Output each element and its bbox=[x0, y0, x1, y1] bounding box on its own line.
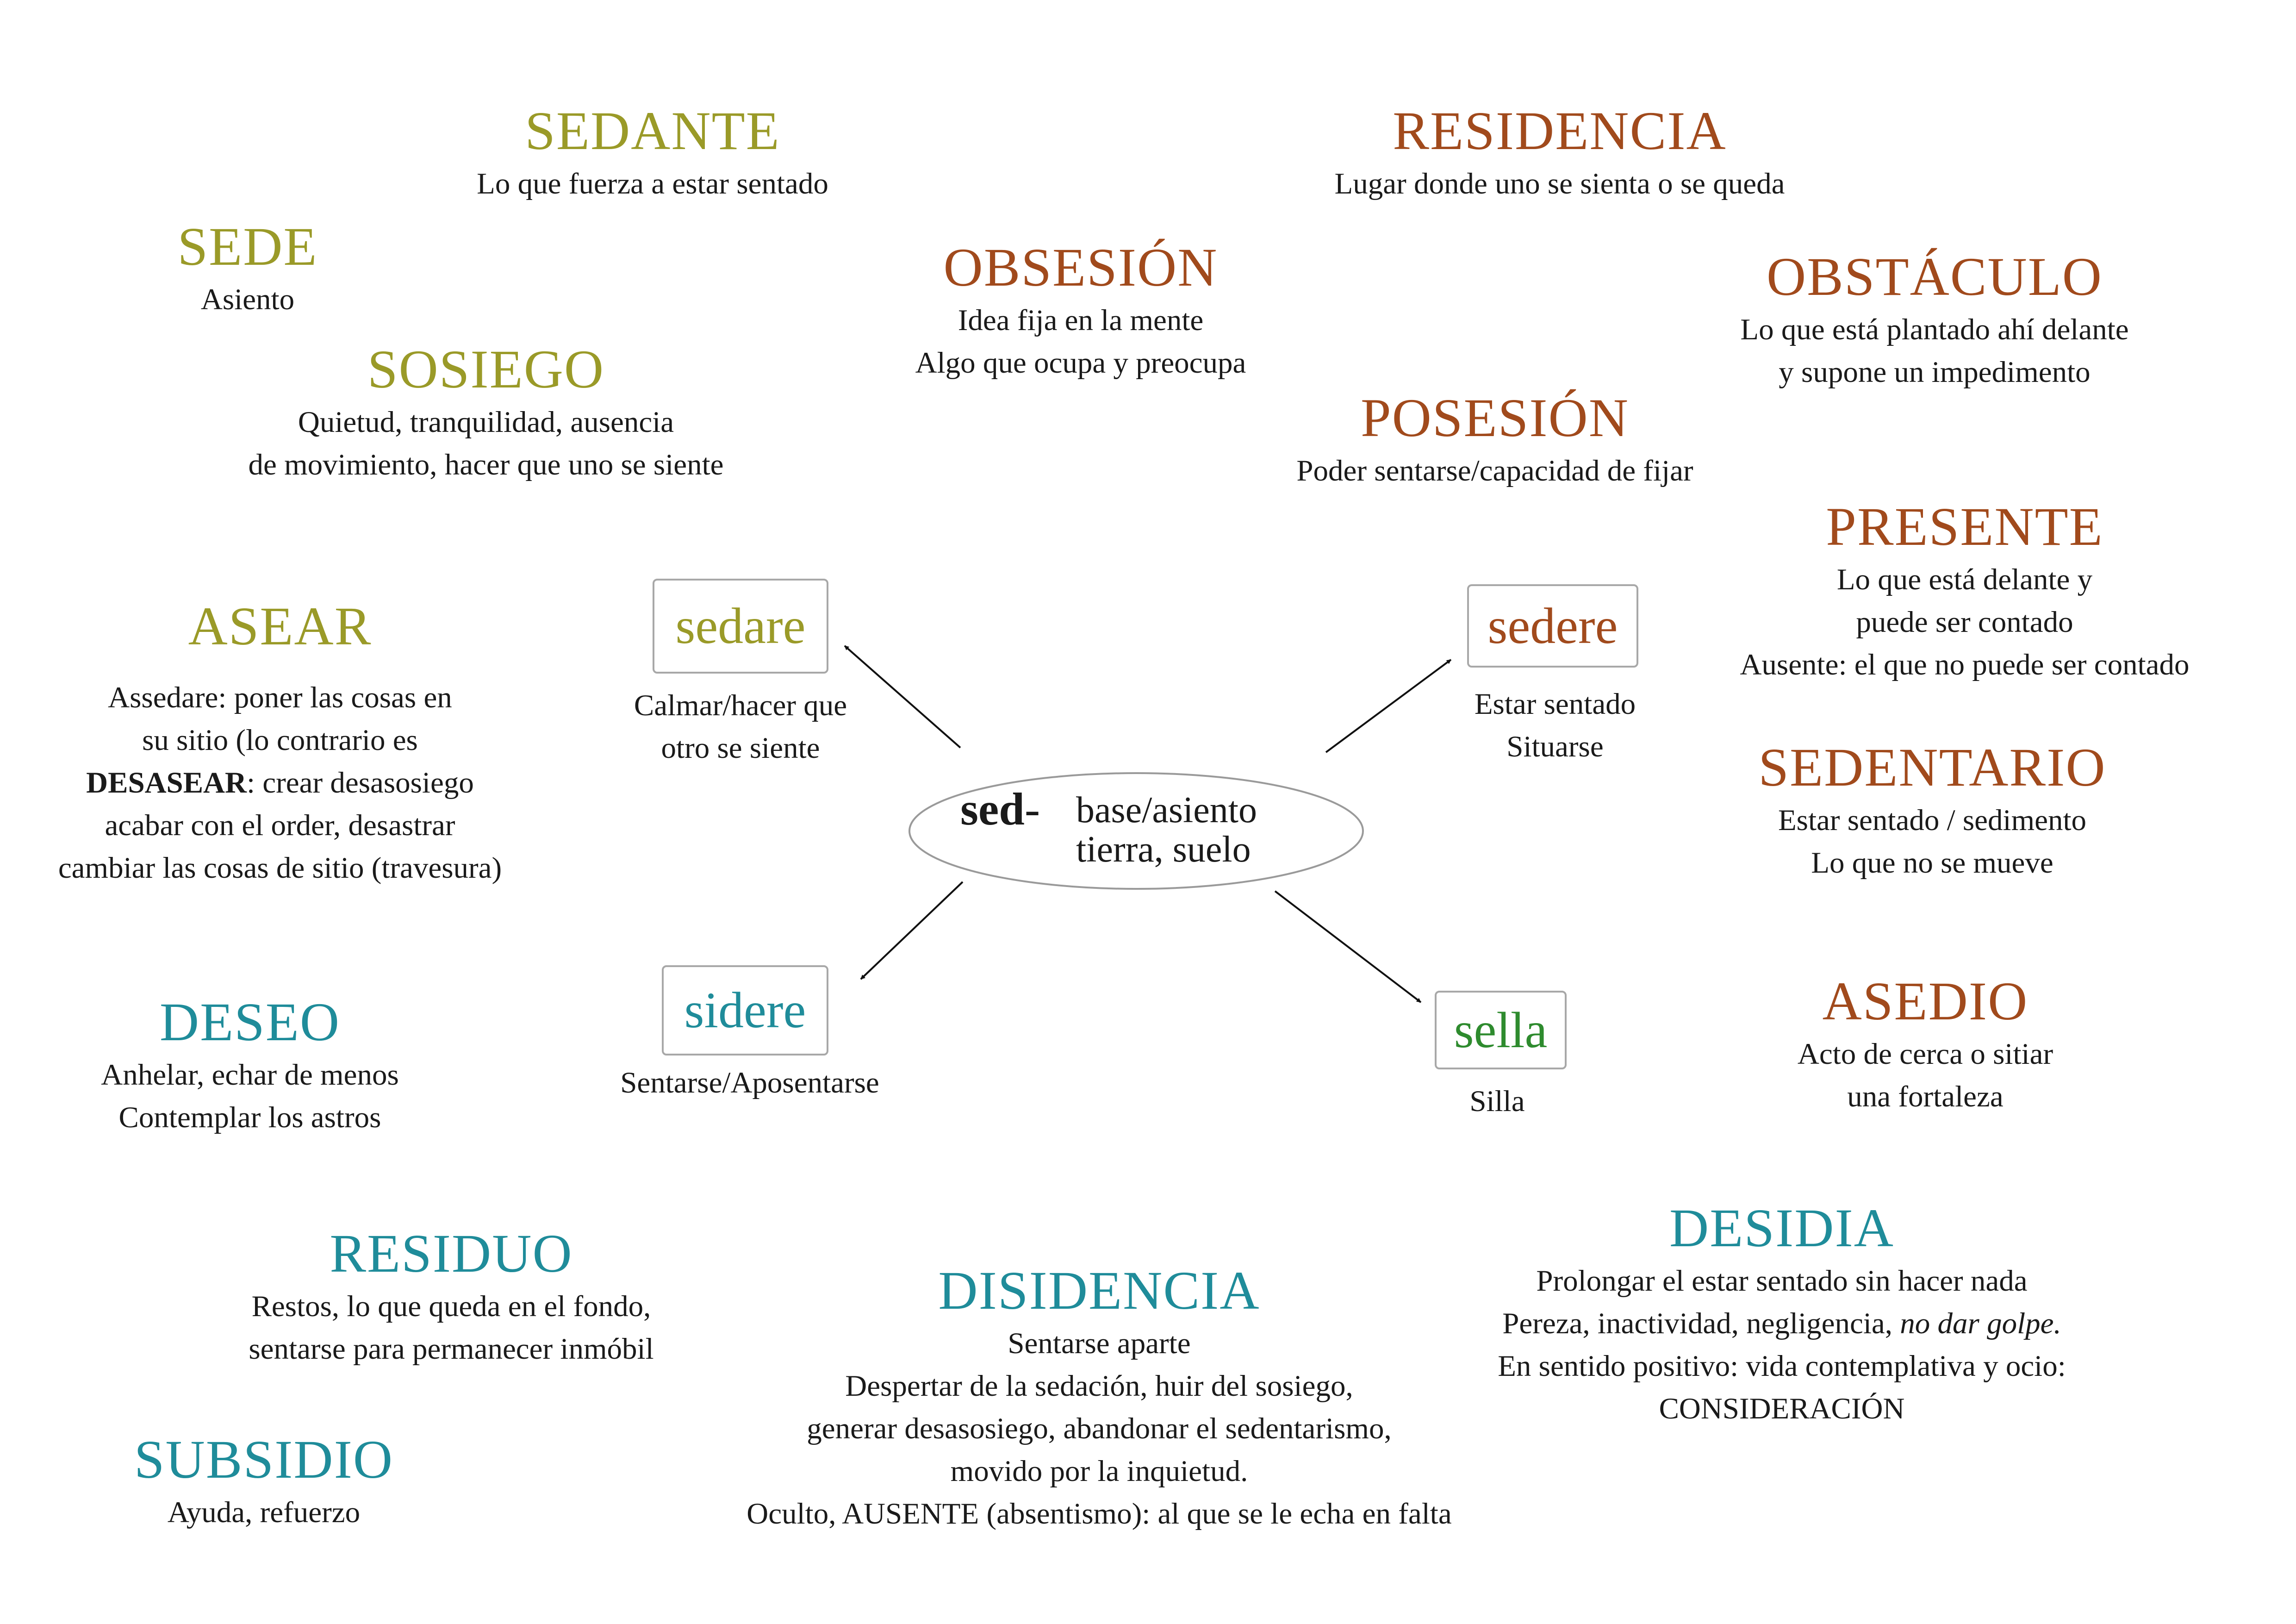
term-title: OBSESIÓN bbox=[943, 237, 1218, 298]
arrow-to-sedare bbox=[845, 646, 960, 748]
term-desc-line: CONSIDERACIÓN bbox=[1659, 1392, 1905, 1425]
term-title: DISIDENCIA bbox=[938, 1260, 1260, 1321]
latin-label-sidere: sidere bbox=[684, 982, 806, 1038]
term-title: OBSTÁCULO bbox=[1766, 246, 2103, 307]
term-desc-line: Lugar donde uno se sienta o se queda bbox=[1334, 167, 1785, 200]
term-desc-line: Contemplar los astros bbox=[118, 1100, 381, 1134]
term-desc-line: Lo que está plantado ahí delante bbox=[1740, 312, 2129, 346]
latin-box-sedare bbox=[653, 579, 828, 674]
latin-desc-sedere-line: Situarse bbox=[1506, 730, 1604, 763]
term-desc-text: Pereza, inactividad, negligencia, bbox=[1502, 1306, 1900, 1340]
latin-label-sedere: sedere bbox=[1487, 597, 1618, 654]
latin-box-sella bbox=[1435, 991, 1567, 1069]
latin-box-sidere bbox=[662, 965, 828, 1056]
term-deseo bbox=[101, 991, 399, 1139]
term-desc-line: de movimiento, hacer que uno se siente bbox=[248, 448, 724, 481]
term-asear bbox=[58, 595, 502, 889]
term-desc-line: En sentido positivo: vida contemplativa y ocio: bbox=[1498, 1349, 2066, 1383]
term-presente bbox=[1740, 495, 2189, 686]
term-desc bbox=[101, 1054, 399, 1139]
term-desc bbox=[58, 676, 502, 889]
root-word bbox=[960, 782, 1040, 836]
term-desc-line: Lo que está delante y bbox=[1836, 562, 2093, 596]
term-desc-line: Acto de cerca o sitiar bbox=[1797, 1037, 2053, 1071]
term-title: SEDANTE bbox=[525, 100, 780, 161]
arrow-to-sidere bbox=[861, 882, 963, 979]
root-dash: - bbox=[1024, 783, 1040, 835]
latin-label-sedare: sedare bbox=[675, 598, 806, 654]
term-obsesion bbox=[915, 236, 1246, 384]
term-sede bbox=[178, 215, 318, 321]
term-desc-line: Quietud, tranquilidad, ausencia bbox=[298, 405, 674, 439]
term-desc bbox=[1798, 1033, 2053, 1118]
latin-desc-sidere-line: Sentarse/Aposentarse bbox=[620, 1066, 879, 1099]
term-desc bbox=[249, 1285, 653, 1370]
term-desc-line: una fortaleza bbox=[1847, 1080, 2004, 1113]
term-desc-line: Lo que no se mueve bbox=[1811, 846, 2053, 880]
term-desc-line: Oculto, AUSENTE (absentismo): al que se le echa en falta bbox=[747, 1497, 1452, 1530]
arrow-to-sella bbox=[1275, 891, 1421, 1002]
term-desc bbox=[134, 1491, 393, 1534]
term-desc-line: Estar sentado / sedimento bbox=[1778, 803, 2087, 837]
term-disidencia bbox=[747, 1259, 1451, 1535]
term-desc-line: Poder sentarse/capacidad de fijar bbox=[1296, 454, 1693, 487]
term-desc-line: Idea fija en la mente bbox=[958, 303, 1204, 337]
term-desc bbox=[477, 162, 828, 205]
term-desc-line: cambiar las cosas de sitio (travesura) bbox=[58, 851, 502, 885]
term-desc-line: Restos, lo que queda en el fondo, bbox=[251, 1289, 651, 1323]
term-desc-line: acabar con el order, desastrar bbox=[105, 808, 455, 842]
term-title: DESEO bbox=[159, 992, 341, 1052]
term-desc-line: movido por la inquietud. bbox=[950, 1454, 1248, 1488]
term-asedio bbox=[1798, 970, 2053, 1118]
term-title: POSESIÓN bbox=[1361, 387, 1629, 448]
term-desc-italic: no dar golpe. bbox=[1900, 1306, 2061, 1340]
term-title: SEDENTARIO bbox=[1758, 737, 2106, 798]
term-desc-line: Algo que ocupa y preocupa bbox=[915, 346, 1246, 380]
term-desc-line: Ayuda, refuerzo bbox=[167, 1495, 361, 1529]
term-desc-bold: DESASEAR bbox=[86, 766, 247, 800]
latin-desc-sedare bbox=[634, 684, 847, 769]
term-desc bbox=[1740, 308, 2128, 394]
term-title: RESIDENCIA bbox=[1393, 100, 1727, 161]
latin-desc-sedare-line: Calmar/hacer que bbox=[634, 689, 847, 722]
term-desc bbox=[1758, 799, 2106, 884]
term-desc-line: Prolongar el estar sentado sin hacer nada bbox=[1536, 1264, 2028, 1298]
term-desc bbox=[1296, 450, 1693, 492]
term-desc bbox=[178, 278, 318, 321]
root-word-text: sed bbox=[960, 783, 1025, 835]
term-desc-line: su sitio (lo contrario es bbox=[142, 723, 418, 757]
term-title: ASEDIO bbox=[1822, 971, 2028, 1031]
latin-desc-sedere bbox=[1475, 683, 1636, 768]
term-desc-line: Despertar de la sedación, huir del sosiego, bbox=[845, 1369, 1353, 1403]
term-desc bbox=[248, 401, 723, 486]
root-meaning-2: tierra, suelo bbox=[1076, 829, 1251, 870]
term-desc bbox=[747, 1322, 1451, 1535]
term-desidia bbox=[1498, 1197, 2066, 1430]
latin-desc-sedare-line: otro se siente bbox=[661, 731, 820, 765]
arrow-to-sedere bbox=[1326, 660, 1451, 752]
term-desc-line: Assedare: poner las cosas en bbox=[108, 681, 452, 714]
term-desc bbox=[1498, 1260, 2066, 1430]
term-desc-line: puede ser contado bbox=[1856, 605, 2073, 639]
term-desc-line: Anhelar, echar de menos bbox=[101, 1058, 399, 1092]
term-desc bbox=[1335, 162, 1785, 205]
term-title: PRESENTE bbox=[1826, 496, 2103, 557]
term-desc-line: Asiento bbox=[200, 282, 295, 316]
term-title: ASEAR bbox=[188, 596, 372, 656]
term-sosiego bbox=[248, 338, 723, 486]
term-residuo bbox=[249, 1222, 653, 1370]
term-sedante bbox=[477, 100, 828, 205]
term-desc-line: Lo que fuerza a estar sentado bbox=[477, 167, 828, 200]
term-desc-line: y supone un impedimento bbox=[1779, 355, 2091, 389]
term-title: DESIDIA bbox=[1669, 1198, 1894, 1258]
term-title: SUBSIDIO bbox=[134, 1429, 394, 1490]
term-desc-line: generar desasosiego, abandonar el sedentarismo, bbox=[807, 1412, 1392, 1445]
term-desc-line: Sentarse aparte bbox=[1008, 1326, 1191, 1360]
term-residencia bbox=[1335, 100, 1785, 205]
latin-desc-sella bbox=[1469, 1080, 1524, 1123]
term-desc bbox=[1740, 558, 2189, 686]
root-meaning-1: base/asiento bbox=[1076, 790, 1257, 831]
latin-desc-sedere-line: Estar sentado bbox=[1474, 687, 1636, 721]
latin-label-sella: sella bbox=[1454, 1001, 1548, 1058]
term-title: SOSIEGO bbox=[367, 339, 605, 400]
term-desc-line bbox=[1498, 1302, 2066, 1345]
latin-desc-sidere bbox=[620, 1062, 879, 1104]
term-posesion bbox=[1296, 387, 1693, 492]
term-obstaculo bbox=[1740, 245, 2128, 394]
term-desc-rest: : crear desasosiego bbox=[246, 766, 474, 800]
latin-desc-sella-line: Silla bbox=[1469, 1085, 1525, 1118]
term-title: RESIDUO bbox=[330, 1223, 573, 1284]
term-desc-line: sentarse para permanecer inmóbil bbox=[249, 1332, 654, 1366]
latin-box-sedere bbox=[1467, 584, 1638, 668]
term-desc bbox=[915, 299, 1246, 384]
term-desc-line bbox=[58, 762, 502, 804]
term-subsidio bbox=[134, 1428, 393, 1534]
term-sedentario bbox=[1758, 736, 2106, 884]
term-desc-line: Ausente: el que no puede ser contado bbox=[1740, 648, 2190, 681]
term-title: SEDE bbox=[177, 216, 318, 277]
